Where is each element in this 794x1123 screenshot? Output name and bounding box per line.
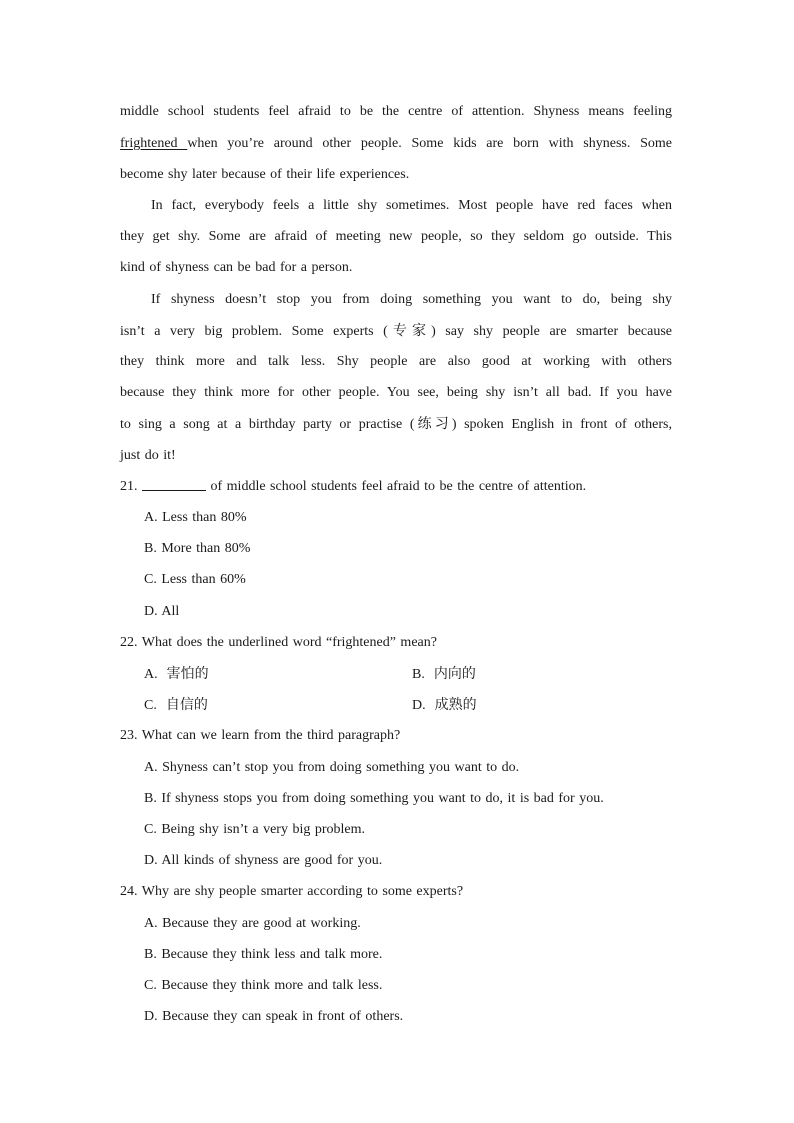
passage-line — [120, 414, 672, 435]
question-stem: What can we learn from the third paragraph? — [141, 728, 401, 743]
chinese-gloss: 专家 — [387, 323, 432, 339]
option-text: 内向的 — [433, 666, 476, 682]
question-number: 23. — [120, 728, 138, 743]
passage-line: In fact, everybody feels a little shy sometimes. Most people have red faces when — [151, 198, 672, 213]
passage-text: ) spoken English in front of others, — [451, 417, 673, 432]
question-number: 21. — [120, 479, 138, 494]
question-stem: of middle school students feel afraid to be the centre of attention. — [210, 479, 587, 494]
passage-text: isn’t a very big problem. Some experts ( — [120, 324, 388, 339]
option-d[interactable]: D. All — [144, 604, 180, 619]
question-21 — [120, 477, 586, 497]
option-text: 自信的 — [165, 697, 208, 713]
passage-line — [120, 321, 672, 342]
passage-text: when you’re around other people. Some kids are born with shyness. Some — [187, 136, 673, 151]
question-24 — [120, 882, 463, 902]
chinese-gloss: 练习 — [414, 416, 452, 432]
question-stem: What does the underlined word “frightened” mean? — [141, 635, 437, 650]
passage-line: they get shy. Some are afraid of meeting new people, so they seldom go outside. This — [120, 229, 672, 244]
passage-text: ) say shy people are smarter because — [431, 324, 672, 339]
option-a[interactable]: A. Less than 80% — [144, 510, 247, 525]
option-b[interactable]: B. If shyness stops you from doing something you want to do, it is bad for you. — [144, 791, 604, 806]
passage-line: If shyness doesn’t stop you from doing something you want to do, being shy — [151, 292, 672, 307]
option-letter: D. — [412, 698, 426, 713]
option-a[interactable]: A. Because they are good at working. — [144, 916, 361, 931]
question-stem: Why are shy people smarter according to some experts? — [141, 884, 464, 899]
question-number: 22. — [120, 635, 138, 650]
passage-text: to sing a song at a birthday party or practise ( — [120, 417, 415, 432]
option-b[interactable]: B. More than 80% — [144, 541, 251, 556]
passage-line — [120, 134, 672, 154]
option-a[interactable] — [144, 664, 209, 685]
option-text: 成熟的 — [434, 697, 477, 713]
option-b[interactable]: B. Because they think less and talk more. — [144, 947, 383, 962]
option-c[interactable]: C. Being shy isn’t a very big problem. — [144, 822, 365, 837]
question-22 — [120, 633, 437, 653]
option-a[interactable]: A. Shyness can’t stop you from doing something you want to do. — [144, 760, 520, 775]
option-letter: C. — [144, 698, 157, 713]
question-number: 24. — [120, 884, 138, 899]
passage-line: they think more and talk less. Shy people are also good at working with others — [120, 354, 672, 369]
option-c[interactable]: C. Because they think more and talk less. — [144, 978, 383, 993]
option-c[interactable]: C. Less than 60% — [144, 572, 246, 587]
underlined-word: frightened — [120, 136, 188, 151]
passage-line: just do it! — [120, 448, 176, 463]
passage-line: middle school students feel afraid to be the centre of attention. Shyness means feeling — [120, 104, 672, 119]
question-23 — [120, 726, 400, 746]
option-d[interactable] — [412, 695, 477, 716]
answer-blank[interactable] — [142, 477, 206, 491]
option-c[interactable] — [144, 695, 208, 716]
passage-line: kind of shyness can be bad for a person. — [120, 260, 353, 275]
option-d[interactable]: D. Because they can speak in front of others. — [144, 1009, 404, 1024]
passage-line: because they think more for other people. You see, being shy isn’t all bad. If you have — [120, 385, 672, 400]
passage-line: become shy later because of their life experiences. — [120, 167, 410, 182]
option-letter: A. — [144, 667, 158, 682]
option-letter: B. — [412, 667, 425, 682]
option-b[interactable] — [412, 664, 476, 685]
option-text: 害怕的 — [166, 666, 209, 682]
option-d[interactable]: D. All kinds of shyness are good for you. — [144, 853, 383, 868]
